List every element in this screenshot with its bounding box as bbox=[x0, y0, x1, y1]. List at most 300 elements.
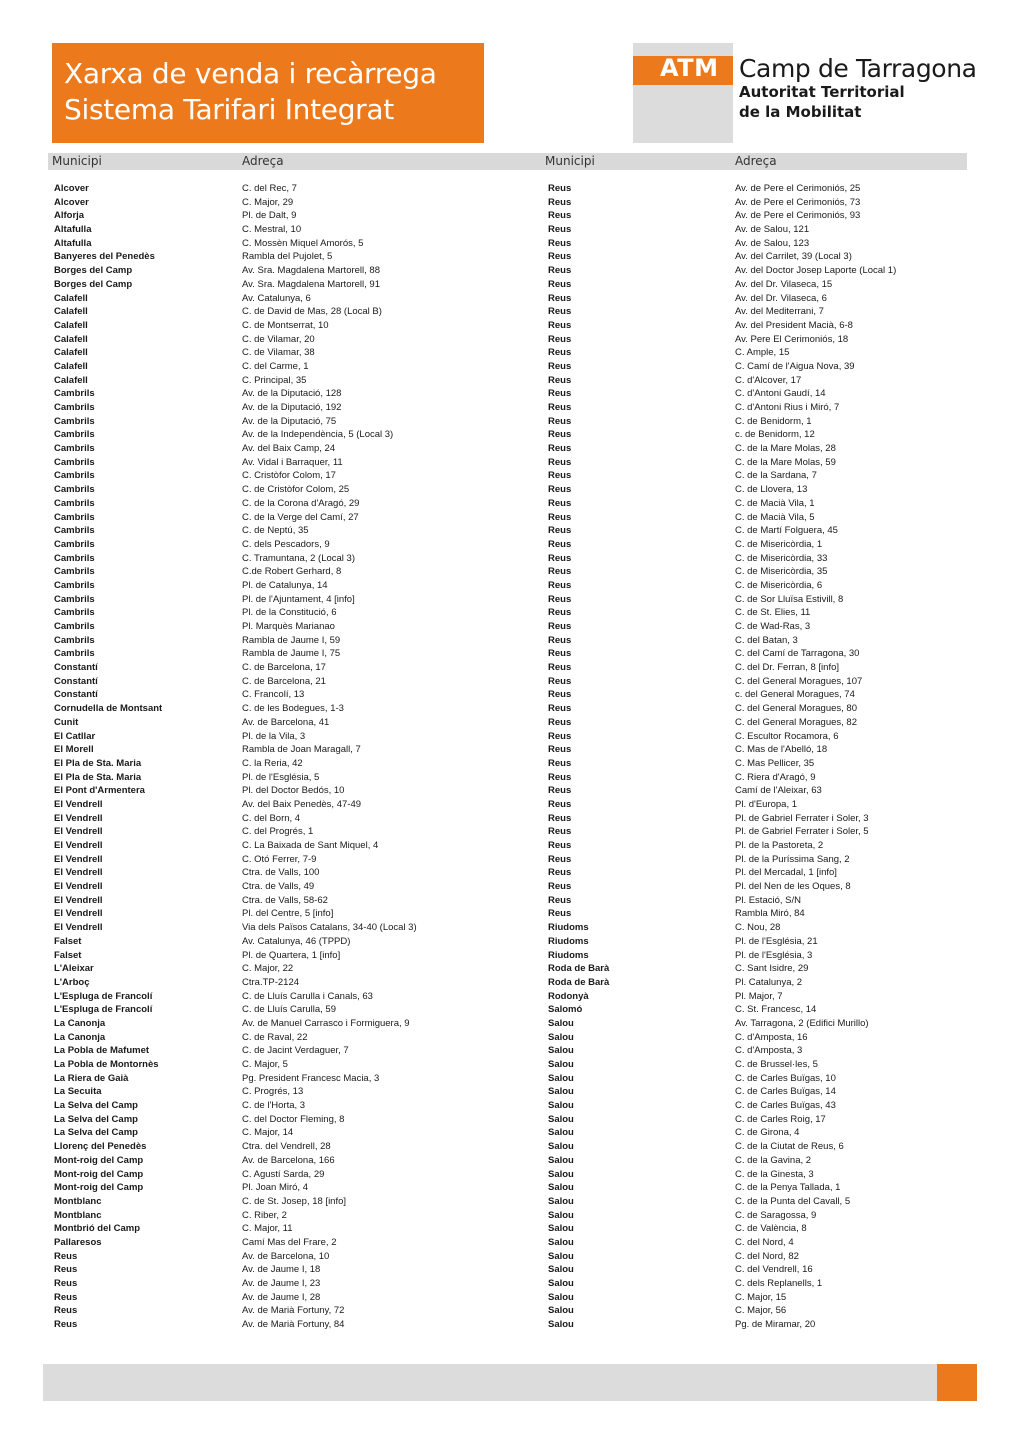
title-line-1: Xarxa de venda i recàrrega bbox=[64, 57, 437, 90]
table-cell: Reus bbox=[54, 1264, 78, 1276]
table-cell: C. de Macià Vila, 5 bbox=[735, 511, 815, 523]
table-cell: Av. del Baix Camp, 24 bbox=[242, 443, 336, 455]
table-cell: Montbrió del Camp bbox=[54, 1223, 141, 1235]
left-municipi-column bbox=[54, 182, 162, 1332]
header-municipi-right: Municipi bbox=[545, 154, 595, 168]
table-cell: C. de Benidorm, 1 bbox=[735, 415, 812, 427]
table-cell: Reus bbox=[548, 525, 572, 537]
table-cell: C. de Llovera, 13 bbox=[735, 484, 808, 496]
table-cell: Pl. de Gabriel Ferrater i Soler, 3 bbox=[735, 812, 869, 824]
table-cell: Reus bbox=[548, 251, 572, 263]
table-cell: Reus bbox=[548, 579, 572, 591]
table-cell: Salou bbox=[548, 1305, 574, 1317]
table-cell: Pallaresos bbox=[54, 1236, 102, 1248]
table-cell: Reus bbox=[548, 443, 572, 455]
table-cell: Reus bbox=[548, 867, 572, 879]
table-cell: Cambrils bbox=[54, 456, 95, 468]
table-cell: C. del Born, 4 bbox=[242, 812, 301, 824]
table-cell: C. Escultor Rocamora, 6 bbox=[735, 730, 839, 742]
table-cell: L'Espluga de Francolí bbox=[54, 990, 153, 1002]
table-cell: Salou bbox=[548, 1141, 574, 1153]
table-cell: C. del Rec, 7 bbox=[242, 183, 297, 194]
table-cell: Av. de la Diputació, 192 bbox=[242, 402, 342, 413]
table-cell: Av. de Pere el Cerimoniós, 25 bbox=[735, 183, 861, 194]
table-cell: Calafell bbox=[54, 319, 88, 331]
table-cell: C. del Nord, 82 bbox=[735, 1250, 799, 1262]
table-cell: Reus bbox=[548, 292, 572, 304]
table-cell: Av. de Barcelona, 41 bbox=[242, 716, 330, 728]
table-cell: Pl. del Nen de les Oques, 8 bbox=[735, 881, 851, 893]
table-cell: Calafell bbox=[54, 347, 88, 359]
table-cell: Salou bbox=[548, 1154, 574, 1166]
table-cell: Av. de Jaume I, 18 bbox=[242, 1264, 321, 1276]
table-cell: Reus bbox=[548, 511, 572, 523]
table-cell: Cambrils bbox=[54, 621, 95, 632]
table-cell: Av. de la Diputació, 128 bbox=[242, 388, 342, 400]
table-cell: Calafell bbox=[54, 292, 88, 304]
table-cell: Reus bbox=[548, 689, 572, 701]
table-cell: Cambrils bbox=[54, 497, 95, 509]
table-cell: Av. Sra. Magdalena Martorell, 88 bbox=[242, 265, 380, 277]
table-cell: C. St. Francesc, 14 bbox=[735, 1004, 817, 1016]
table-cell: C. del General Moragues, 80 bbox=[735, 703, 857, 715]
table-cell: Reus bbox=[548, 593, 572, 605]
table-cell: C. Major, 56 bbox=[735, 1305, 787, 1317]
table-cell: Reus bbox=[548, 265, 572, 277]
table-cell: Av. de Pere el Cerimoniós, 73 bbox=[735, 196, 861, 208]
left-adreca-column bbox=[242, 182, 417, 1332]
table-cell: C. Riber, 2 bbox=[242, 1209, 287, 1221]
table-cell: C. Major, 22 bbox=[242, 963, 294, 975]
header-municipi-left: Municipi bbox=[52, 154, 102, 168]
table-cell: Av. del Mediterrani, 7 bbox=[735, 306, 824, 318]
table-cell: Salou bbox=[548, 1100, 574, 1112]
table-cell: C. de David de Mas, 28 (Local B) bbox=[242, 306, 382, 318]
table-cell: El Vendrell bbox=[54, 908, 103, 920]
table-cell: C. Cristòfor Colom, 17 bbox=[242, 470, 336, 482]
table-cell: Pl. Estació, S/N bbox=[735, 894, 801, 906]
column-header-bar bbox=[48, 153, 967, 170]
table-cell: Salou bbox=[548, 1182, 574, 1194]
table-cell: C. de Neptú, 35 bbox=[242, 525, 309, 537]
table-cell: Pl. de Gabriel Ferrater i Soler, 5 bbox=[735, 826, 869, 838]
table-cell: C. Major, 15 bbox=[735, 1291, 787, 1303]
table-cell: Reus bbox=[548, 716, 572, 728]
table-cell: L'Aleixar bbox=[54, 963, 94, 975]
table-cell: Salou bbox=[548, 1223, 574, 1235]
table-cell: Av. del Doctor Josep Laporte (Local 1) bbox=[735, 265, 897, 277]
table-cell: C. de Macià Vila, 1 bbox=[735, 497, 815, 509]
table-cell: El Vendrell bbox=[54, 840, 103, 851]
table-cell: C. de Lluís Carulla, 59 bbox=[242, 1004, 336, 1016]
table-cell: Reus bbox=[548, 634, 572, 646]
table-cell: C. de la Penya Tallada, 1 bbox=[735, 1182, 841, 1194]
table-cell: Reus bbox=[548, 333, 572, 345]
table-cell: Constantí bbox=[54, 675, 98, 687]
table-cell: Reus bbox=[548, 621, 572, 632]
atm-logo bbox=[633, 43, 977, 143]
footer-bar bbox=[43, 1364, 977, 1401]
table-cell: Rambla de Joan Maragall, 7 bbox=[242, 744, 361, 756]
table-cell: Reus bbox=[548, 402, 572, 413]
table-cell: Cambrils bbox=[54, 429, 95, 441]
logo-mark: ATM bbox=[660, 54, 719, 82]
table-cell: El Morell bbox=[54, 744, 94, 756]
table-cell: Salou bbox=[548, 1086, 574, 1098]
table-cell: Montblanc bbox=[54, 1209, 102, 1221]
table-cell: Reus bbox=[548, 840, 572, 851]
table-cell: Falset bbox=[54, 949, 82, 961]
table-cell: C. de Jacint Verdaguer, 7 bbox=[242, 1045, 349, 1057]
table-cell: Pl. de Catalunya, 14 bbox=[242, 579, 328, 591]
table-cell: C. d'Antoni Gaudí, 14 bbox=[735, 388, 826, 400]
table-cell: Calafell bbox=[54, 374, 88, 386]
table-cell: Roda de Barà bbox=[548, 976, 610, 988]
table-cell: El Vendrell bbox=[54, 812, 103, 824]
table-cell: Av. del Baix Penedès, 47-49 bbox=[242, 798, 362, 810]
table-cell: El Pla de Sta. Maria bbox=[54, 757, 142, 769]
table-cell: Rambla de Jaume I, 59 bbox=[242, 634, 341, 646]
table-cell: La Pobla de Mafumet bbox=[54, 1045, 150, 1057]
table-cell: La Canonja bbox=[54, 1031, 106, 1043]
table-cell: Borges del Camp bbox=[54, 278, 133, 290]
table-cell: Av. del Dr. Vilaseca, 6 bbox=[735, 292, 827, 304]
table-cell: Riudoms bbox=[548, 935, 589, 947]
table-cell: Reus bbox=[54, 1278, 78, 1289]
table-cell: C. del Vendrell, 16 bbox=[735, 1264, 813, 1276]
org-line-2: Autoritat Territorial bbox=[739, 83, 905, 101]
table-cell: Av. de Marià Fortuny, 84 bbox=[242, 1319, 345, 1331]
table-cell: Alcover bbox=[54, 183, 89, 194]
table-cell: Reus bbox=[548, 415, 572, 427]
table-cell: C. d'Antoni Rius i Miró, 7 bbox=[735, 402, 840, 413]
table-cell: C. de Misericòrdia, 1 bbox=[735, 538, 823, 550]
table-cell: Reus bbox=[548, 497, 572, 509]
table-cell: Reus bbox=[548, 196, 572, 208]
table-cell: Pl. Marquès Marianao bbox=[242, 621, 335, 632]
table-cell: C. de l'Horta, 3 bbox=[242, 1100, 306, 1112]
table-cell: C. del Doctor Fleming, 8 bbox=[242, 1113, 345, 1125]
table-cell: Camí de l'Aleixar, 63 bbox=[735, 785, 822, 797]
table-cell: C. Principal, 35 bbox=[242, 374, 307, 386]
table-cell: C. de Lluís Carulla i Canals, 63 bbox=[242, 990, 373, 1002]
table-cell: Cambrils bbox=[54, 443, 95, 455]
right-municipi-column bbox=[548, 182, 609, 1332]
table-cell: Cambrils bbox=[54, 593, 95, 605]
table-cell: El Pont d'Armentera bbox=[54, 785, 145, 797]
table-cell: Av. de la Diputació, 75 bbox=[242, 415, 337, 427]
table-cell: C. Riera d'Aragó, 9 bbox=[735, 771, 816, 783]
table-cell: C. del Batan, 3 bbox=[735, 634, 798, 646]
table-cell: C. dels Pescadors, 9 bbox=[242, 538, 330, 550]
table-cell: Montblanc bbox=[54, 1195, 102, 1207]
table-cell: Falset bbox=[54, 935, 82, 947]
table-cell: Reus bbox=[548, 374, 572, 386]
table-cell: La Canonja bbox=[54, 1017, 106, 1029]
table-cell: Reus bbox=[548, 538, 572, 550]
table-cell: c. del General Moragues, 74 bbox=[735, 689, 855, 701]
table-cell: Reus bbox=[548, 908, 572, 920]
table-cell: C. del Progrés, 1 bbox=[242, 826, 314, 838]
table-cell: Cambrils bbox=[54, 648, 95, 660]
table-cell: Mont-roig del Camp bbox=[54, 1154, 144, 1166]
table-cell: C. Progrés, 13 bbox=[242, 1086, 304, 1098]
table-cell: Ctra. de Valls, 58-62 bbox=[242, 894, 328, 906]
table-cell: C. de les Bodegues, 1-3 bbox=[242, 703, 344, 715]
table-cell: Reus bbox=[54, 1250, 78, 1262]
table-cell: C. Mas de l'Abelló, 18 bbox=[735, 744, 828, 756]
table-cell: Reus bbox=[548, 812, 572, 824]
table-cell: C. de Misericòrdia, 35 bbox=[735, 566, 828, 578]
table-cell: Av. del Dr. Vilaseca, 15 bbox=[735, 278, 833, 290]
table-cell: Av. de Salou, 121 bbox=[735, 224, 810, 236]
table-cell: Av. Catalunya, 6 bbox=[242, 292, 311, 304]
table-cell: C. del General Moragues, 107 bbox=[735, 675, 863, 687]
table-cell: Reus bbox=[548, 552, 572, 564]
table-cell: C. la Reria, 42 bbox=[242, 757, 303, 769]
table-cell: C. Mossèn Miquel Amorós, 5 bbox=[242, 237, 364, 249]
table-cell: El Pla de Sta. Maria bbox=[54, 771, 142, 783]
table-cell: Pl. de l'Església, 3 bbox=[735, 949, 813, 961]
table-cell: Cambrils bbox=[54, 634, 95, 646]
table-cell: Av. de Barcelona, 10 bbox=[242, 1250, 330, 1262]
table-cell: Rambla de Jaume I, 75 bbox=[242, 648, 341, 660]
table-cell: Pl. de Quartera, 1 [info] bbox=[242, 949, 341, 961]
table-cell: Av. de Jaume I, 28 bbox=[242, 1291, 321, 1303]
table-cell: Riudoms bbox=[548, 922, 589, 934]
table-cell: Ctra. de Valls, 49 bbox=[242, 881, 315, 893]
table-cell: C. Major, 14 bbox=[242, 1127, 294, 1139]
table-cell: Cambrils bbox=[54, 552, 95, 564]
table-cell: Reus bbox=[548, 648, 572, 660]
table-cell: Salou bbox=[548, 1236, 574, 1248]
table-cell: Alcover bbox=[54, 196, 89, 208]
table-cell: Reus bbox=[548, 757, 572, 769]
table-cell: Reus bbox=[548, 785, 572, 797]
table-cell: Reus bbox=[548, 278, 572, 290]
table-cell: La Selva del Camp bbox=[54, 1100, 138, 1112]
table-cell: C. de St. Josep, 18 [info] bbox=[242, 1195, 347, 1207]
table-cell: C. d'Amposta, 3 bbox=[735, 1045, 803, 1057]
table-cell: C. Agustí Sarda, 29 bbox=[242, 1168, 325, 1180]
table-cell: Pl. Major, 7 bbox=[735, 990, 783, 1002]
table-cell: Cornudella de Montsant bbox=[54, 703, 163, 715]
table-cell: Salou bbox=[548, 1250, 574, 1262]
table-cell: Cambrils bbox=[54, 388, 95, 400]
table-cell: C. de Carles Buïgas, 10 bbox=[735, 1072, 836, 1084]
table-cell: El Vendrell bbox=[54, 826, 103, 838]
table-cell: Reus bbox=[548, 881, 572, 893]
table-cell: Reus bbox=[548, 224, 572, 236]
header-adreca-left: Adreça bbox=[242, 154, 284, 168]
table-cell: C. de Misericòrdia, 6 bbox=[735, 579, 823, 591]
table-cell: Reus bbox=[548, 826, 572, 838]
table-cell: C. del General Moragues, 82 bbox=[735, 716, 857, 728]
table-cell: Reus bbox=[548, 771, 572, 783]
table-cell: C. Camí de l'Aigua Nova, 39 bbox=[735, 360, 855, 372]
table-cell: C. Major, 5 bbox=[242, 1059, 288, 1070]
table-cell: Pl. Catalunya, 2 bbox=[735, 976, 803, 988]
table-cell: Salou bbox=[548, 1264, 574, 1276]
table-cell: C. de Barcelona, 17 bbox=[242, 662, 326, 674]
table-cell: La Pobla de Montornès bbox=[54, 1059, 159, 1070]
table-cell: Reus bbox=[548, 675, 572, 687]
table-cell: C. Ample, 15 bbox=[735, 347, 790, 359]
table-cell: C. de St. Elies, 11 bbox=[735, 607, 811, 619]
table-cell: Cambrils bbox=[54, 470, 95, 482]
table-cell: C. Otó Ferrer, 7-9 bbox=[242, 853, 317, 865]
title-banner bbox=[52, 43, 484, 143]
table-cell: C. de la Ciutat de Reus, 6 bbox=[735, 1141, 844, 1153]
table-cell: C. del Dr. Ferran, 8 [info] bbox=[735, 662, 840, 674]
table-cell: C. de Vilamar, 20 bbox=[242, 333, 315, 345]
table-cell: Calafell bbox=[54, 360, 88, 372]
table-cell: Pg. President Francesc Macia, 3 bbox=[242, 1072, 380, 1084]
table-cell: Cambrils bbox=[54, 607, 95, 619]
table-cell: C. de la Mare Molas, 28 bbox=[735, 443, 836, 455]
table-cell: Cambrils bbox=[54, 525, 95, 537]
table-cell: C. de Carles Buïgas, 43 bbox=[735, 1100, 836, 1112]
table-cell: Cambrils bbox=[54, 511, 95, 523]
table-cell: Reus bbox=[548, 853, 572, 865]
table-cell: Reus bbox=[548, 183, 572, 194]
table-cell: Salou bbox=[548, 1291, 574, 1303]
table-cell: C. de Brussel·les, 5 bbox=[735, 1059, 818, 1070]
table-cell: La Riera de Gaià bbox=[54, 1072, 129, 1084]
table-cell: C. d'Amposta, 16 bbox=[735, 1031, 808, 1043]
table-cell: Reus bbox=[548, 894, 572, 906]
table-cell: Cambrils bbox=[54, 538, 95, 550]
table-cell: Cunit bbox=[54, 716, 79, 728]
table-cell: L'Espluga de Francolí bbox=[54, 1004, 153, 1016]
footer-orange-mark bbox=[937, 1364, 977, 1401]
table-cell: C. de la Ginesta, 3 bbox=[735, 1168, 814, 1180]
table-cell: Rambla del Pujolet, 5 bbox=[242, 251, 333, 263]
table-cell: Altafulla bbox=[54, 224, 92, 236]
table-cell: C. de la Gavina, 2 bbox=[735, 1154, 812, 1166]
table-cell: Calafell bbox=[54, 333, 88, 345]
org-name: Camp de Tarragona bbox=[739, 54, 977, 83]
table-cell: Salou bbox=[548, 1319, 574, 1331]
table-cell: C. de Barcelona, 21 bbox=[242, 675, 326, 687]
table-cell: Salou bbox=[548, 1017, 574, 1029]
table-cell: Reus bbox=[548, 319, 572, 331]
table-cell: C. de València, 8 bbox=[735, 1223, 807, 1235]
table-cell: El Catllar bbox=[54, 730, 96, 742]
table-cell: Reus bbox=[548, 306, 572, 318]
table-cell: C. Sant Isidre, 29 bbox=[735, 963, 809, 975]
table-cell: El Vendrell bbox=[54, 881, 103, 893]
table-cell: C. del Camí de Tarragona, 30 bbox=[735, 648, 860, 660]
table-cell: Salou bbox=[548, 1072, 574, 1084]
table-cell: Reus bbox=[548, 210, 572, 222]
table-cell: El Vendrell bbox=[54, 894, 103, 906]
table-cell: Reus bbox=[548, 429, 572, 441]
table-cell: Via dels Països Catalans, 34-40 (Local 3) bbox=[242, 922, 417, 934]
table-cell: Av. Sra. Magdalena Martorell, 91 bbox=[242, 278, 380, 290]
table-cell: Reus bbox=[548, 456, 572, 468]
table-cell: Pl. d'Europa, 1 bbox=[735, 798, 798, 810]
table-cell: Calafell bbox=[54, 306, 88, 318]
title-line-2: Sistema Tarifari Integrat bbox=[64, 93, 394, 126]
table-cell: Cambrils bbox=[54, 402, 95, 413]
table-cell: Banyeres del Penedès bbox=[54, 251, 155, 263]
table-cell: Reus bbox=[548, 730, 572, 742]
table-cell: C. de Wad-Ras, 3 bbox=[735, 621, 811, 632]
table-cell: Av. de Jaume I, 23 bbox=[242, 1278, 321, 1289]
table-cell: C. d'Alcover, 17 bbox=[735, 374, 802, 386]
table-cell: C. de Vilamar, 38 bbox=[242, 347, 315, 359]
table-cell: Cambrils bbox=[54, 566, 95, 578]
table-cell: c. de Benidorm, 12 bbox=[735, 429, 815, 441]
table-cell: Salou bbox=[548, 1209, 574, 1221]
table-cell: La Selva del Camp bbox=[54, 1113, 138, 1125]
table-cell: Av. del President Macià, 6-8 bbox=[735, 319, 853, 331]
table-cell: El Vendrell bbox=[54, 853, 103, 865]
table-cell: Reus bbox=[54, 1319, 78, 1331]
right-adreca-column bbox=[735, 182, 896, 1332]
table-cell: Salou bbox=[548, 1031, 574, 1043]
table-cell: Pl. de la Puríssima Sang, 2 bbox=[735, 853, 850, 865]
table-cell: Salou bbox=[548, 1113, 574, 1125]
table-cell: C. Mas Pellicer, 35 bbox=[735, 757, 815, 769]
table-cell: C. del Carme, 1 bbox=[242, 360, 309, 372]
table-cell: Reus bbox=[548, 237, 572, 249]
table-cell: C. Major, 29 bbox=[242, 196, 294, 208]
table-cell: Pg. de Miramar, 20 bbox=[735, 1319, 816, 1331]
table-cell: Pl. Joan Miró, 4 bbox=[242, 1182, 308, 1194]
table-cell: Av. Pere El Cerimoniós, 18 bbox=[735, 333, 849, 345]
table-cell: Av. de Manuel Carrasco i Formiguera, 9 bbox=[242, 1017, 410, 1029]
table-cell: Pl. de la Vila, 3 bbox=[242, 730, 306, 742]
table-cell: Reus bbox=[548, 360, 572, 372]
table-cell: Reus bbox=[548, 347, 572, 359]
table-cell: Camí Mas del Frare, 2 bbox=[242, 1236, 337, 1248]
table-cell: El Vendrell bbox=[54, 867, 103, 879]
table-cell: L'Arboç bbox=[54, 976, 90, 988]
table-cell: Mont-roig del Camp bbox=[54, 1168, 144, 1180]
table-cell: Cambrils bbox=[54, 579, 95, 591]
table-cell: Av. de Marià Fortuny, 72 bbox=[242, 1305, 345, 1317]
table-cell: C. Major, 11 bbox=[242, 1223, 293, 1235]
table-cell: Salou bbox=[548, 1045, 574, 1057]
table-cell: Pl. de Dalt, 9 bbox=[242, 210, 297, 222]
table-cell: Av. de la Independència, 5 (Local 3) bbox=[242, 429, 394, 441]
table-cell: C. de la Mare Molas, 59 bbox=[735, 456, 836, 468]
table-cell: C. de la Corona d'Aragó, 29 bbox=[242, 497, 360, 509]
table-cell: Av. de Salou, 123 bbox=[735, 237, 810, 249]
table-cell: C. de Sor Lluïsa Estivill, 8 bbox=[735, 593, 844, 605]
table-cell: C. Mestral, 10 bbox=[242, 224, 302, 236]
table-cell: Mont-roig del Camp bbox=[54, 1182, 144, 1194]
table-cell: Av. de Pere el Cerimoniós, 93 bbox=[735, 210, 861, 222]
table-cell: Cambrils bbox=[54, 484, 95, 496]
table-cell: C. Francolí, 13 bbox=[242, 689, 305, 701]
table-cell: Reus bbox=[548, 566, 572, 578]
table-cell: Pl. del Centre, 5 [info] bbox=[242, 908, 334, 920]
table-cell: Pl. de l'Ajuntament, 4 [info] bbox=[242, 593, 355, 605]
table-cell: Reus bbox=[548, 662, 572, 674]
table-cell: Salou bbox=[548, 1059, 574, 1070]
table-cell: El Vendrell bbox=[54, 798, 103, 810]
table-cell: La Secuita bbox=[54, 1086, 102, 1098]
table-cell: Salou bbox=[548, 1195, 574, 1207]
table-cell: Pl. de l'Església, 5 bbox=[242, 771, 320, 783]
table-cell: Ctra. de Valls, 100 bbox=[242, 867, 320, 879]
table-cell: C. de Misericòrdia, 33 bbox=[735, 552, 828, 564]
table-cell: Salou bbox=[548, 1168, 574, 1180]
table-cell: Altafulla bbox=[54, 237, 92, 249]
